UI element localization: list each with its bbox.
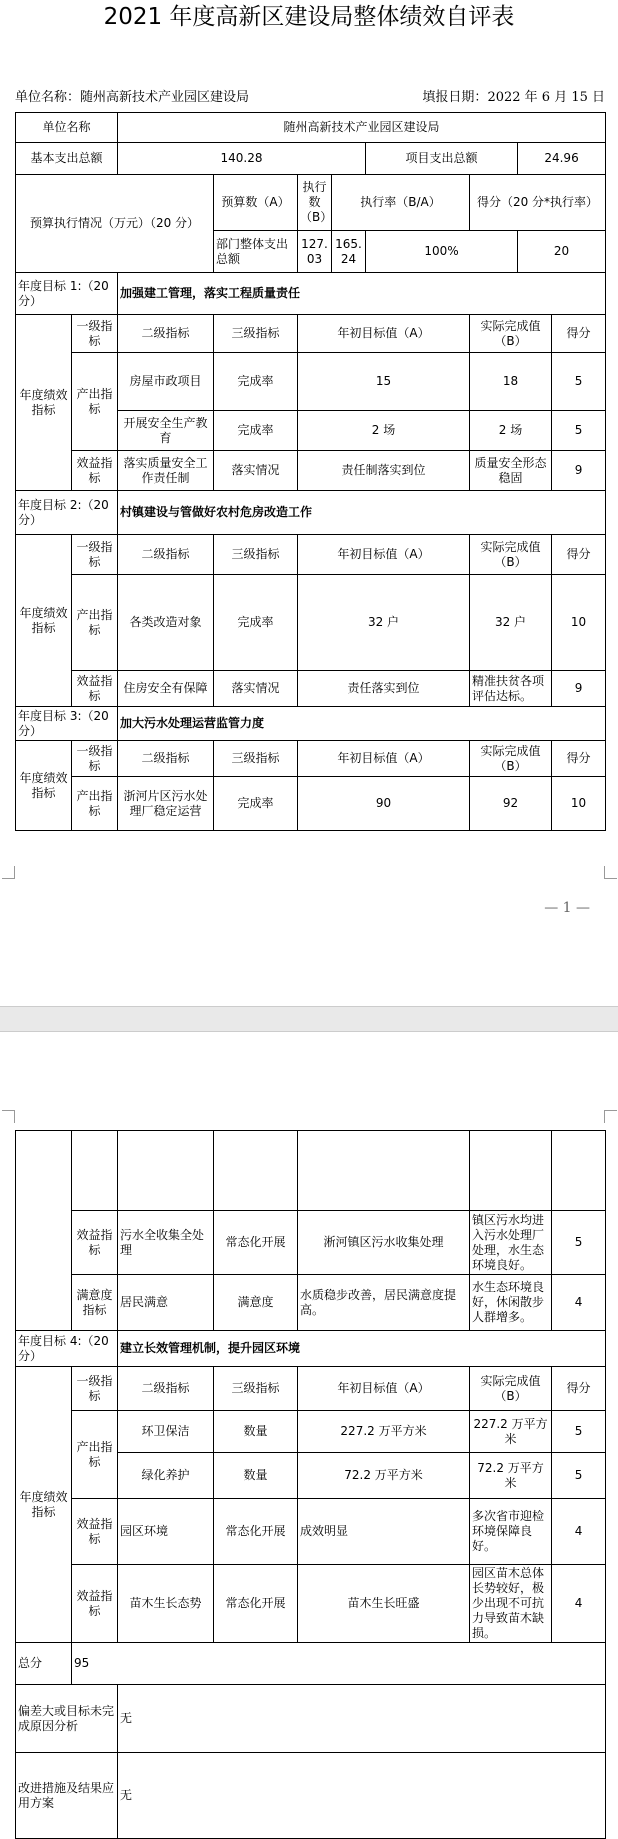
table-row: [16, 353, 606, 411]
g4-r3-level2: 苗木生长态势: [118, 1565, 214, 1643]
crop-mark: [604, 866, 617, 879]
g1-r0-target: 15: [298, 353, 470, 411]
improvement-value: 无: [118, 1753, 606, 1839]
g1-r0-score: 5: [552, 353, 606, 411]
table-row: [16, 1411, 606, 1453]
budget-execution-label: 预算执行情况（万元）（20 分）: [16, 175, 214, 273]
g1-h-level3: 三级指标: [214, 315, 298, 353]
g4-r3-level3: 常态化开展: [214, 1565, 298, 1643]
g2-r0-level2: 各类改造对象: [118, 575, 214, 671]
budget-header-row: [16, 175, 606, 231]
goal4-header-row: [16, 1367, 606, 1411]
date-label: 填报日期：: [422, 90, 488, 105]
g4-h-level2: 二级指标: [118, 1367, 214, 1411]
g4-r0-level1: 产出指标: [72, 1411, 118, 1499]
table-row: [16, 575, 606, 671]
g4-r3-level1: 效益指标: [72, 1565, 118, 1643]
g4-r3-target: 苗木生长旺盛: [298, 1565, 470, 1643]
goal2-header-row: [16, 535, 606, 575]
p2-r0-level3: 常态化开展: [214, 1211, 298, 1275]
empty-cell: [298, 1131, 470, 1211]
g2-h-level2: 二级指标: [118, 535, 214, 575]
g2-r1-level1: 效益指标: [72, 671, 118, 707]
unit-name-value: 随州高新技术产业园区建设局: [118, 113, 606, 143]
budget-amount-header: 预算数（A）: [214, 175, 298, 231]
unit-info: [15, 86, 249, 105]
crop-mark: [2, 1110, 15, 1123]
goal2-label: 年度目标 2:（20 分）: [16, 491, 118, 535]
g2-r1-level2: 住房安全有保障: [118, 671, 214, 707]
p2-r0-actual: 镇区污水均进入污水处理厂处理，水生态环境良好。: [470, 1211, 552, 1275]
g4-r0-target: 227.2 万平方米: [298, 1411, 470, 1453]
g3-r0-score: 10: [552, 777, 606, 831]
g2-h-level1: 一级指标: [72, 535, 118, 575]
g1-r1-level2: 开展安全生产教育: [118, 411, 214, 451]
crop-mark: [604, 1110, 617, 1123]
g1-r2-actual: 质量安全形态稳固: [470, 451, 552, 491]
p2-r0-target: 淅河镇区污水收集处理: [298, 1211, 470, 1275]
page-title: 2021 年度高新区建设局整体绩效自评表: [103, 4, 515, 30]
g4-r3-actual: 园区苗木总体长势较好，极少出现不可抗力导致苗木缺损。: [470, 1565, 552, 1643]
table-row: [16, 451, 606, 491]
g1-r0-level3: 完成率: [214, 353, 298, 411]
empty-cell: [72, 1131, 118, 1211]
p2-r0-level2: 污水全收集全处理: [118, 1211, 214, 1275]
empty-cell: [552, 1131, 606, 1211]
g3-h-actual: 实际完成值（B）: [470, 741, 552, 777]
exec-amount-header: 执行数（B）: [298, 175, 332, 231]
goal2-row: [16, 491, 606, 535]
deviation-row: [16, 1685, 606, 1753]
p2-r1-score: 4: [552, 1275, 606, 1331]
p2-r0-level1: 效益指标: [72, 1211, 118, 1275]
g1-h-score: 得分: [552, 315, 606, 353]
page-number: — 1 —: [544, 900, 590, 916]
g1-r0-level1: 产出指标: [72, 353, 118, 451]
evaluation-table-page2: [15, 1130, 606, 1839]
project-expense-value: 24.96: [518, 143, 606, 175]
g2-h-target: 年初目标值（A）: [298, 535, 470, 575]
basic-expense-label: 基本支出总额: [16, 143, 118, 175]
g4-r2-level1: 效益指标: [72, 1499, 118, 1565]
improvement-row: [16, 1753, 606, 1839]
g2-h-level3: 三级指标: [214, 535, 298, 575]
g4-r1-level3: 数量: [214, 1453, 298, 1499]
g3-r0-level2: 浙河片区污水处理厂稳定运营: [118, 777, 214, 831]
g3-r0-level1: 产出指标: [72, 777, 118, 831]
g2-h-actual: 实际完成值（B）: [470, 535, 552, 575]
goal3-perf-label: 年度绩效指标: [16, 741, 72, 831]
g2-r0-level1: 产出指标: [72, 575, 118, 671]
g3-h-target: 年初目标值（A）: [298, 741, 470, 777]
g4-r0-actual: 227.2 万平方米: [470, 1411, 552, 1453]
table-row: [16, 1211, 606, 1275]
continuation-row: [16, 1131, 606, 1211]
g4-h-level1: 一级指标: [72, 1367, 118, 1411]
g1-r1-level3: 完成率: [214, 411, 298, 451]
g2-r1-level3: 落实情况: [214, 671, 298, 707]
g2-r0-score: 10: [552, 575, 606, 671]
goal1-perf-label: 年度绩效指标: [16, 315, 72, 491]
g2-r0-actual: 32 户: [470, 575, 552, 671]
g2-r1-target: 责任落实到位: [298, 671, 470, 707]
improvement-label: 改进措施及结果应用方案: [16, 1753, 118, 1839]
g1-r1-actual: 2 场: [470, 411, 552, 451]
goal4-label: 年度目标 4:（20 分）: [16, 1331, 118, 1367]
table-row: [16, 671, 606, 707]
g4-r0-level2: 环卫保洁: [118, 1411, 214, 1453]
p2-r1-level2: 居民满意: [118, 1275, 214, 1331]
g4-r1-target: 72.2 万平方米: [298, 1453, 470, 1499]
g4-r3-score: 4: [552, 1565, 606, 1643]
g4-h-actual: 实际完成值（B）: [470, 1367, 552, 1411]
g4-r0-level3: 数量: [214, 1411, 298, 1453]
total-value: 95: [72, 1643, 606, 1685]
budget-score-header: 得分（20 分*执行率）: [470, 175, 606, 231]
budget-score-value: 20: [518, 231, 606, 273]
goal4-text: 建立长效管理机制，提升园区环境: [118, 1331, 606, 1367]
goal3-row: [16, 707, 606, 741]
table-row: [16, 1499, 606, 1565]
g1-r1-score: 5: [552, 411, 606, 451]
page-gap: [0, 1006, 618, 1032]
deviation-value: 无: [118, 1685, 606, 1753]
g1-r2-level2: 落实质量安全工作责任制: [118, 451, 214, 491]
empty-cell: [214, 1131, 298, 1211]
g2-r1-actual: 精准扶贫各项评估达标。: [470, 671, 552, 707]
date-info: [422, 86, 605, 105]
g3-h-level2: 二级指标: [118, 741, 214, 777]
empty-cell: [470, 1131, 552, 1211]
g1-r0-actual: 18: [470, 353, 552, 411]
unit-row: [16, 113, 606, 143]
g2-r0-target: 32 户: [298, 575, 470, 671]
g4-r0-score: 5: [552, 1411, 606, 1453]
exec-amount-value: 165.24: [332, 231, 366, 273]
g3-r0-actual: 92: [470, 777, 552, 831]
crop-mark: [2, 866, 15, 879]
g1-h-level2: 二级指标: [118, 315, 214, 353]
budget-amount-value: 127.03: [298, 231, 332, 273]
g4-r2-level3: 常态化开展: [214, 1499, 298, 1565]
g2-r1-score: 9: [552, 671, 606, 707]
exec-rate-header: 执行率（B/A）: [332, 175, 470, 231]
goal3-label: 年度目标 3:（20 分）: [16, 707, 118, 741]
g4-r2-score: 4: [552, 1499, 606, 1565]
empty-cell: [118, 1131, 214, 1211]
g4-r1-score: 5: [552, 1453, 606, 1499]
p2-r1-level3: 满意度: [214, 1275, 298, 1331]
p2-r1-level1: 满意度指标: [72, 1275, 118, 1331]
g1-h-target: 年初目标值（A）: [298, 315, 470, 353]
goal1-text: 加强建工管理，落实工程质量责任: [118, 273, 606, 315]
g1-r2-level1: 效益指标: [72, 451, 118, 491]
cont-perf-cell: [16, 1131, 72, 1331]
g3-h-level3: 三级指标: [214, 741, 298, 777]
g4-r1-level2: 绿化养护: [118, 1453, 214, 1499]
evaluation-table-page1: [15, 112, 606, 831]
g4-h-score: 得分: [552, 1367, 606, 1411]
deviation-label: 偏差大或目标未完成原因分析: [16, 1685, 118, 1753]
goal4-perf-label: 年度绩效指标: [16, 1367, 72, 1643]
g3-r0-level3: 完成率: [214, 777, 298, 831]
goal3-text: 加大污水处理运营监管力度: [118, 707, 606, 741]
g2-r0-level3: 完成率: [214, 575, 298, 671]
g4-h-level3: 三级指标: [214, 1367, 298, 1411]
exec-rate-value: 100%: [366, 231, 518, 273]
goal1-label: 年度目标 1:（20 分）: [16, 273, 118, 315]
g3-h-level1: 一级指标: [72, 741, 118, 777]
table-row: [16, 1275, 606, 1331]
g1-r2-target: 责任制落实到位: [298, 451, 470, 491]
unit-name: 随州高新技术产业园区建设局: [80, 90, 250, 105]
expense-row: [16, 143, 606, 175]
p2-r1-actual: 水生态环境良好，休闲散步人群增多。: [470, 1275, 552, 1331]
g1-r2-level3: 落实情况: [214, 451, 298, 491]
goal3-header-row: [16, 741, 606, 777]
total-row: [16, 1643, 606, 1685]
g1-r2-score: 9: [552, 451, 606, 491]
unit-label: 单位名称：: [15, 90, 81, 105]
g4-r2-level2: 园区环境: [118, 1499, 214, 1565]
goal2-perf-label: 年度绩效指标: [16, 535, 72, 707]
total-label: 总分: [16, 1643, 72, 1685]
g4-h-target: 年初目标值（A）: [298, 1367, 470, 1411]
dept-total-label: 部门整体支出总额: [214, 231, 298, 273]
g2-h-score: 得分: [552, 535, 606, 575]
goal1-header-row: [16, 315, 606, 353]
unit-name-label: 单位名称: [16, 113, 118, 143]
g1-h-actual: 实际完成值（B）: [470, 315, 552, 353]
g4-r2-target: 成效明显: [298, 1499, 470, 1565]
basic-expense-value: 140.28: [118, 143, 366, 175]
p2-r0-score: 5: [552, 1211, 606, 1275]
g4-r2-actual: 多次省市迎检环境保障良好。: [470, 1499, 552, 1565]
g1-r0-level2: 房屋市政项目: [118, 353, 214, 411]
g1-r1-target: 2 场: [298, 411, 470, 451]
g3-r0-target: 90: [298, 777, 470, 831]
g1-h-level1: 一级指标: [72, 315, 118, 353]
project-expense-label: 项目支出总额: [366, 143, 518, 175]
g4-r1-actual: 72.2 万平方米: [470, 1453, 552, 1499]
goal2-text: 村镇建设与管做好农村危房改造工作: [118, 491, 606, 535]
goal1-row: [16, 273, 606, 315]
table-row: [16, 777, 606, 831]
g3-h-score: 得分: [552, 741, 606, 777]
date-value: 2022 年 6 月 15 日: [487, 90, 605, 105]
table-row: [16, 1565, 606, 1643]
p2-r1-target: 水质稳步改善，居民满意度提高。: [298, 1275, 470, 1331]
goal4-row: [16, 1331, 606, 1367]
